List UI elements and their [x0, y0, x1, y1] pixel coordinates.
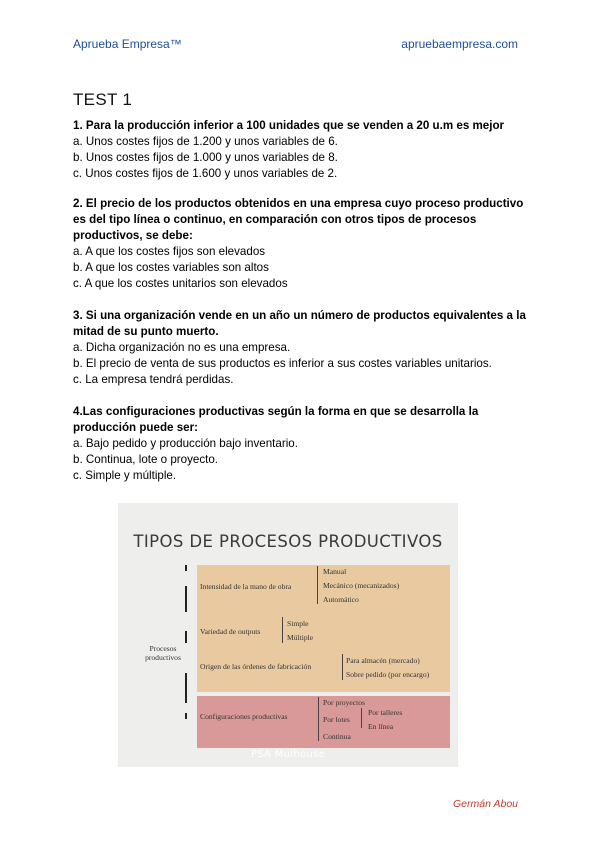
option-a: a. Unos costes fijos de 1.200 y unos variables de 6. [73, 135, 338, 148]
brace [317, 566, 318, 604]
slide-footer: PSA Mulhouse [250, 749, 326, 760]
config-item: Continua [323, 732, 351, 741]
root-label: Procesos productivos [145, 644, 181, 662]
header-right: apruebaempresa.com [401, 37, 518, 51]
question-stem: 2. El precio de los productos obtenidos en una empresa cuyo proceso productivo es del tipo línea o continuo, en comparación con otros tipos de procesos productivos, se debe: [73, 197, 524, 242]
lotes-item: En línea [368, 722, 394, 731]
option-c: c. A que los costes unitarios son elevados [73, 277, 288, 290]
author-footer: Germán Abou [453, 798, 518, 810]
option-a: a. Dicha organización no es una empresa. [73, 341, 291, 354]
question-2 [73, 196, 533, 292]
brace [361, 708, 362, 728]
config-label: Configuraciones productivas [200, 712, 288, 721]
brace [318, 697, 319, 741]
brace-fragment [185, 631, 187, 643]
variedad-label: Variedad de outputs [200, 627, 261, 636]
header-left: Aprueba Empresa™ [73, 37, 182, 51]
slide-image [118, 503, 458, 767]
slide-title: TIPOS DE PROCESOS PRODUCTIVOS [133, 532, 443, 551]
option-b: b. A que los costes variables son altos [73, 261, 269, 274]
brace [342, 654, 343, 680]
origen-item: Sobre pedido (por encargo) [346, 670, 430, 679]
question-stem: 1. Para la producción inferior a 100 unidades que se venden a 20 u.m es mejor [73, 119, 505, 132]
option-b: b. El precio de venta de sus productos es inferior a sus costes variables unitarios. [73, 357, 492, 370]
variedad-item: Simple [287, 619, 309, 628]
question-4 [73, 404, 533, 484]
option-c: c. Simple y múltiple. [73, 469, 177, 482]
brace-fragment [185, 673, 187, 703]
option-a: a. A que los costes fijos son elevados [73, 245, 266, 258]
config-item: Por lotes [323, 715, 350, 724]
brace-fragment [185, 565, 187, 571]
brace-fragment [185, 713, 187, 719]
intensidad-label: Intensidad de la mano de obra [200, 582, 292, 591]
config-item: Por proyectos [323, 698, 365, 707]
brace [282, 617, 283, 643]
brace-fragment [185, 586, 187, 612]
lotes-item: Por talleres [368, 708, 403, 717]
option-c: c. La empresa tendrá perdidas. [73, 373, 234, 386]
question-stem: 3. Si una organización vende en un año un número de productos equivalentes a la mitad de su punto muerto. [73, 309, 526, 338]
intensidad-item: Automático [323, 595, 359, 604]
origen-item: Para almacén (mercado) [346, 656, 420, 665]
option-b: b. Continua, lote o proyecto. [73, 453, 219, 466]
option-b: b. Unos costes fijos de 1.000 y unos variables de 8. [73, 151, 338, 164]
origen-label: Origen de las órdenes de fabricación [200, 662, 312, 671]
intensidad-item: Mecánico (mecanizados) [323, 581, 400, 590]
option-a: a. Bajo pedido y producción bajo inventario. [73, 437, 298, 450]
question-stem: 4.Las configuraciones productivas según la forma en que se desarrolla la producción puede ser: [73, 405, 479, 434]
test-title: TEST 1 [73, 90, 133, 109]
variedad-item: Múltiple [287, 633, 314, 642]
question-3 [73, 308, 533, 388]
intensidad-item: Manual [323, 567, 347, 576]
option-c: c. Unos costes fijos de 1.600 y unos variables de 2. [73, 167, 338, 180]
question-1 [73, 118, 533, 182]
